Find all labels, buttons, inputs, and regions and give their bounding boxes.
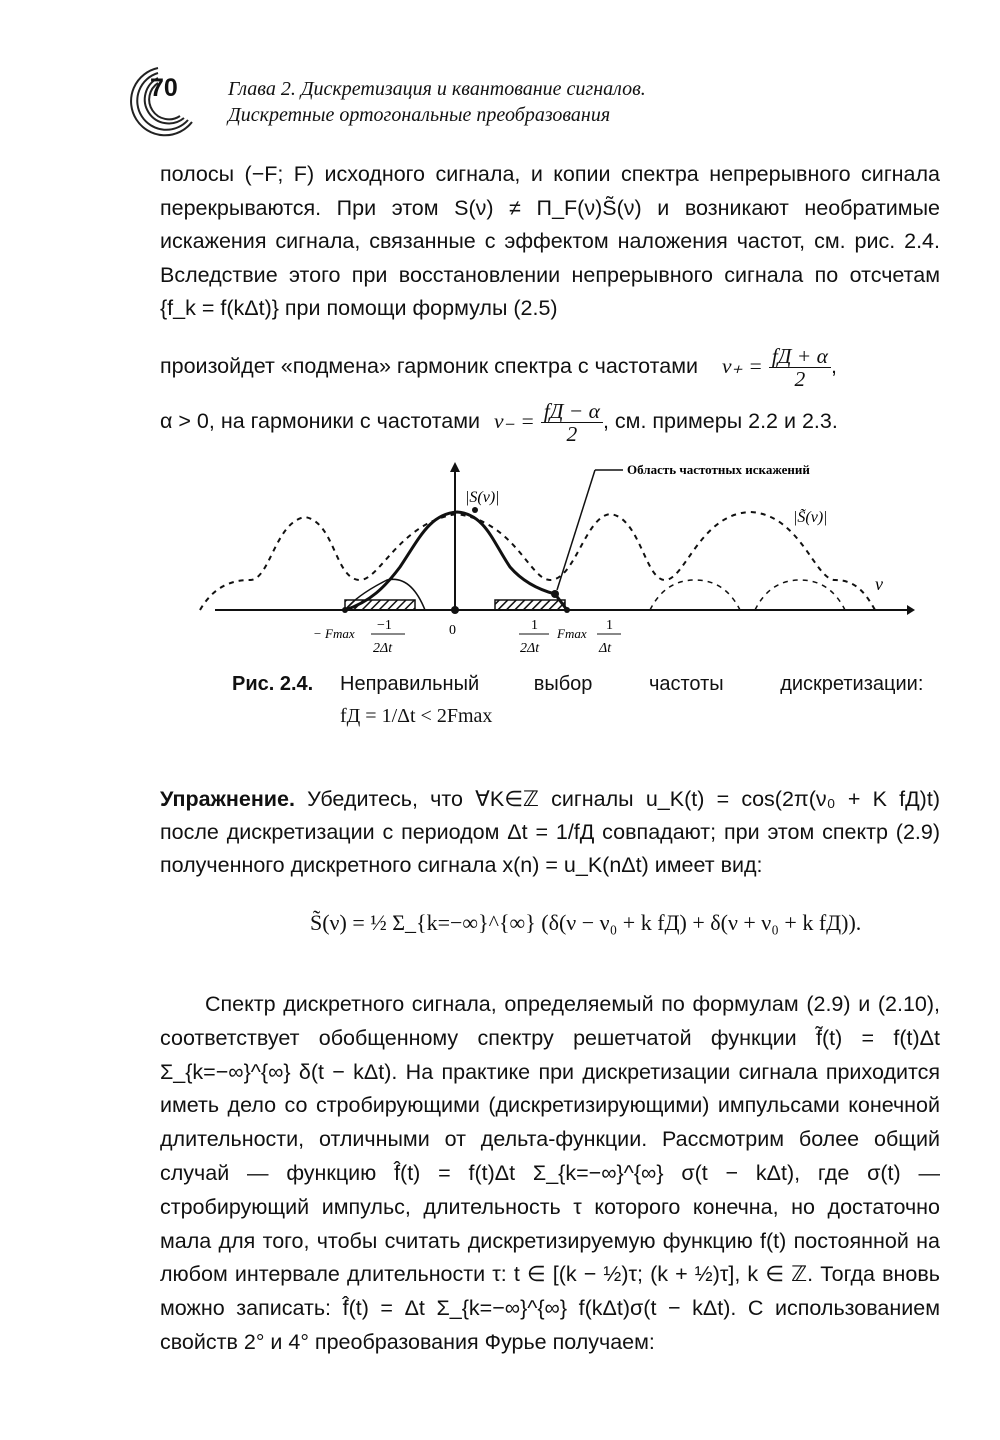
tick-one-num: 1	[606, 618, 613, 633]
nu-plus-end: ,	[830, 354, 837, 379]
chapter-title-line2: Дискретные ортогональные преобразования	[228, 104, 611, 126]
nu-minus-numerator: fД − α	[541, 400, 603, 423]
tick-fmax: Fmax	[557, 626, 587, 641]
tick-half-den: 2Δt	[520, 641, 540, 656]
annotation-leader	[557, 470, 595, 590]
tick-zero: 0	[449, 623, 456, 638]
page-number: 70	[150, 74, 178, 102]
tick-neg-half-den: 2Δt	[373, 641, 393, 656]
nu-plus-var: ν₊ =	[721, 354, 763, 379]
figure-caption-label: Рис. 2.4.	[232, 673, 314, 695]
paragraph-strobe: Спектр дискретного сигнала, определяемый по формулам (2.9) и (2.10), соответствует обобщенному спектру решетчатой функции f̃(t) = f(t)Δt Σ_{k=−∞}^{∞} δ(t − kΔt). На практике при дискретизации сигнала приходится иметь дело со стробирующими (дискретизирующими) импульсами конечной длительности, отличными от дельта-функции. Рассмотрим более общий случай — функцию f̂(t) = f(t)Δt Σ_{k=−∞}^{∞} σ(t − kΔt), где σ(t) — стробирующий импульс, длительность τ которого конечна, но достаточно мала для того, чтобы считать дискретизируемую функцию f(t) постоянной на любом интервале длительности τ: t ∈ [(k − ½)τ; (k + ½)τ], k ∈ ℤ. Тогда вновь можно записать: f̂(t) = Δt Σ_{k=−∞}^{∞} f(kΔt)σ(t − kΔt). С использованием свойств 2° и 4° преобразования Фурье получаем:	[160, 992, 940, 1354]
point-dot-left	[342, 607, 348, 613]
label-s: |S(ν)|	[465, 489, 500, 506]
periodic-spectrum-s-tilde	[200, 512, 875, 610]
figure-caption-formula: fД = 1/Δt < 2Fmax	[340, 705, 493, 727]
periodic-lobe-right-1	[650, 580, 740, 610]
running-header	[228, 76, 646, 128]
nu-plus-numerator: fД + α	[769, 345, 831, 368]
nu-minus-end: , см. примеры 2.2 и 2.3.	[602, 409, 838, 434]
label-s-tilde: |S̃(ν)|	[793, 509, 828, 526]
point-dot-fmax	[564, 607, 570, 613]
figure-caption-text	[340, 673, 940, 696]
tick-neg-half-num: −1	[377, 618, 392, 633]
caption-word-1: Неправильный	[340, 673, 480, 695]
nu-minus-var: ν₋ =	[494, 409, 535, 434]
spectrum-figure	[195, 462, 915, 662]
substitution-line2-text: α > 0, на гармоники с частотами	[160, 409, 481, 434]
origin-dot	[451, 606, 459, 614]
exercise-text: Убедитесь, что ∀K∈ℤ сигналы u_K(t) = cos(2π(ν₀ + K fД)t) после дискретизации с периодом Δt = 1/fД совпадают; при этом спектр (2.9) полученного дискретного сигнала x(n) = u_K(nΔt) имеет вид:	[160, 787, 940, 877]
nu-minus-denominator: 2	[566, 422, 578, 446]
paragraph-substitution	[160, 345, 940, 445]
substitution-line1-text: произойдет «подмена» гармоник спектра с частотами	[160, 354, 698, 379]
spectrum-formula: S̃(ν) = ½ Σ_{k=−∞}^{∞} (δ(ν − ν₀ + k fД) + δ(ν + ν₀ + k fД)).	[310, 910, 862, 935]
nu-plus-denominator: 2	[794, 367, 806, 391]
frequency-axis-arrow	[907, 605, 915, 615]
nu-plus-fraction	[769, 345, 831, 390]
periodic-lobe-right-2	[755, 580, 845, 610]
tick-neg-fmax: − Fmax	[313, 626, 355, 641]
distortion-band-right	[495, 600, 565, 610]
caption-word-3: частоты	[648, 673, 724, 695]
point-dot-peak	[472, 507, 478, 513]
chapter-title-line1: Глава 2. Дискретизация и квантование сигналов.	[228, 78, 646, 100]
tick-one-den: Δt	[599, 641, 612, 656]
caption-word-4: дискретизации:	[780, 673, 924, 695]
exercise-label: Упражнение.	[160, 787, 295, 811]
paragraph-aliasing: полосы (−F; F) исходного сигнала, и копии спектра непрерывного сигнала перекрываются. При этом S(ν) ≠ Π_F(ν)S̃(ν) и возникают необратимые искажения сигнала, связанные с эффектом наложения частот, см. рис. 2.4. Вследствие этого при восстановлении непрерывного сигнала по отсчетам {f_k = f(kΔt)} при помощи формулы (2.5)	[160, 162, 940, 320]
exercise-block	[160, 783, 940, 882]
axis-nu-label: ν	[875, 574, 883, 594]
amplitude-axis-arrow	[450, 462, 460, 472]
tick-half-num: 1	[531, 618, 538, 633]
point-dot-right	[551, 590, 559, 598]
distortion-annotation: Область частотных искажений	[627, 462, 810, 477]
nu-minus-fraction	[541, 400, 603, 445]
caption-word-2: выбор	[533, 673, 593, 695]
